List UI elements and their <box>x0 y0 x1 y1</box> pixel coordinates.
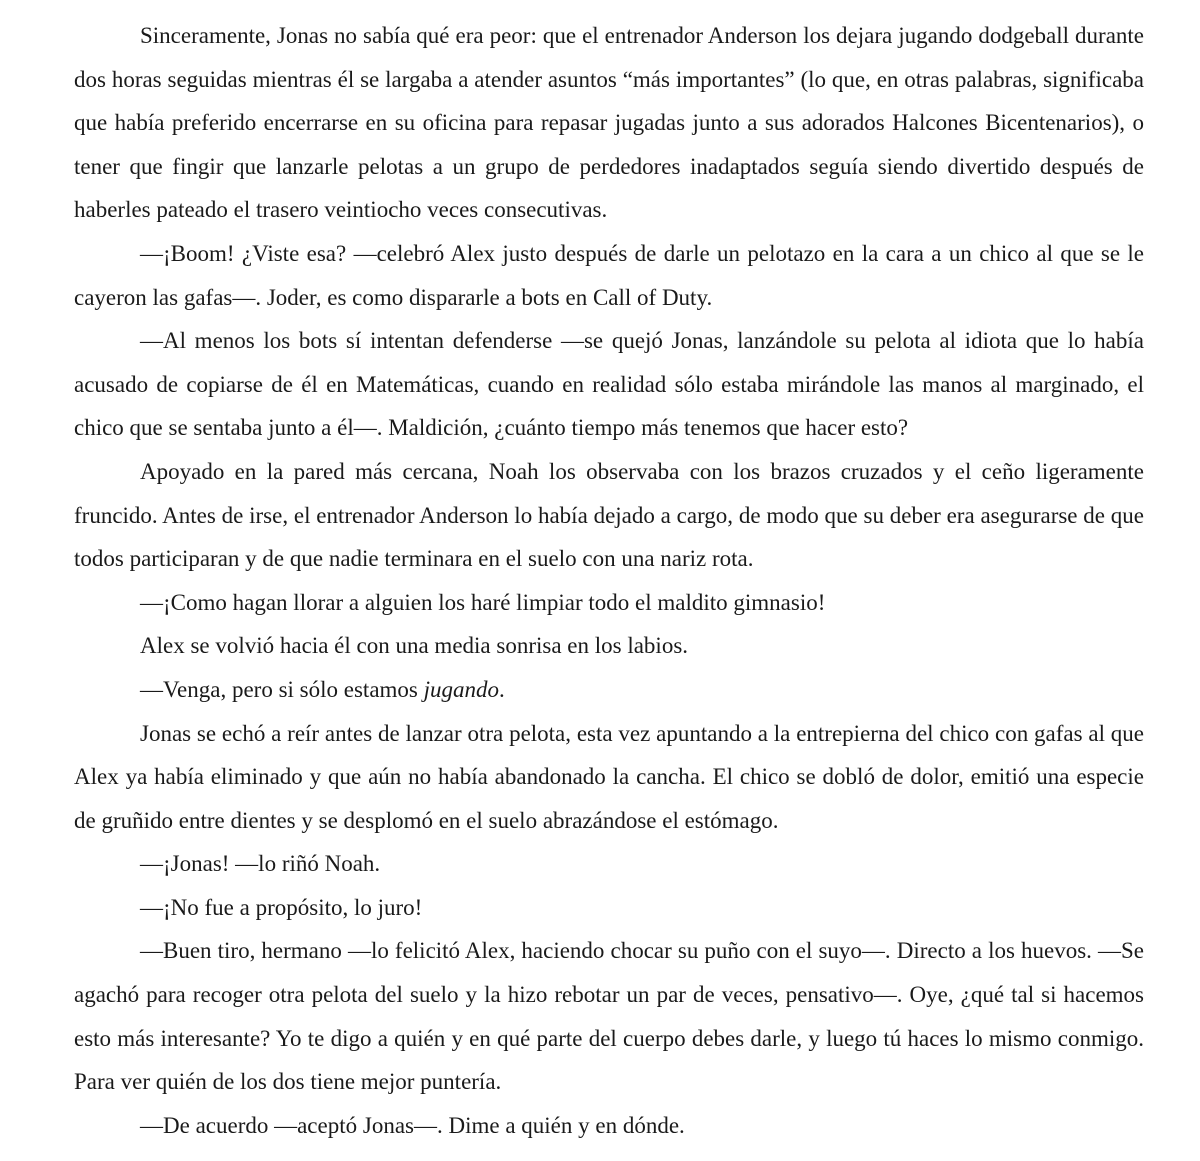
paragraph-11: —Buen tiro, hermano —lo felicitó Alex, haciendo chocar su puño con el suyo—. Directo a los huevos. —Se agachó para recoger otra pelota del suelo y la hizo rebotar un par de veces, pensativo—. Oye, ¿qué tal si hacemos esto más interesante? Yo te digo a quién y en qué parte del cuerpo debes darle, y luego tú haces lo mismo conmigo. Para ver quién de los dos tiene mejor puntería. <box>74 938 1144 1095</box>
paragraph-9: —¡Jonas! —lo riñó Noah. <box>140 851 381 877</box>
paragraph-12: —De acuerdo —aceptó Jonas—. Dime a quién y en dónde. <box>140 1112 685 1138</box>
paragraph-5: —¡Como hagan llorar a alguien los haré limpiar todo el maldito gimnasio! <box>140 589 826 615</box>
paragraph-8: Jonas se echó a reír antes de lanzar otra pelota, esta vez apuntando a la entrepierna del chico con gafas al que Alex ya había eliminado y que aún no había abandonado la cancha. El chico se dobló de dolor, emitió una especie de gruñido entre dientes y se desplomó en el suelo abrazándose el estómago. <box>74 720 1144 833</box>
paragraph-7-text: —Venga, pero si sólo estamos <box>140 676 424 702</box>
paragraph-7-end: . <box>499 676 505 702</box>
paragraph-4: Apoyado en la pared más cercana, Noah los observaba con los brazos cruzados y el ceño ligeramente fruncido. Antes de irse, el entrenador Anderson lo había dejado a cargo, de modo que su deber era asegurarse de que todos participaran y de que nadie terminara en el suelo con una nariz rota. <box>74 458 1144 572</box>
book-page <box>74 14 1144 1147</box>
paragraph-7 <box>74 668 1144 712</box>
paragraph-7-italic: jugando <box>423 676 500 702</box>
paragraph-10: —¡No fue a propósito, lo juro! <box>140 894 423 920</box>
paragraph-1: Sinceramente, Jonas no sabía qué era peor: que el entrenador Anderson los dejara jugando dodgeball durante dos horas seguidas mientras él se largaba a atender asuntos “más importantes” (lo que, en otras palabras, significaba que había preferido encerrarse en su oficina para repasar jugadas junto a sus adorados Halcones Bicentenarios), o tener que fingir que lanzarle pelotas a un grupo de perdedores inadaptados seguía siendo divertido después de haberles pateado el trasero veintiocho veces consecutivas. <box>74 23 1144 223</box>
paragraph-6: Alex se volvió hacia él con una media sonrisa en los labios. <box>140 633 689 659</box>
paragraph-2: —¡Boom! ¿Viste esa? —celebró Alex justo después de darle un pelotazo en la cara a un chico al que se le cayeron las gafas—. Joder, es como dispararle a bots en Call of Duty. <box>74 240 1144 310</box>
paragraph-3: —Al menos los bots sí intentan defenderse —se quejó Jonas, lanzándole su pelota al idiota que lo había acusado de copiarse de él en Matemáticas, cuando en realidad sólo estaba mirándole las manos al marginado, el chico que se sentaba junto a él—. Maldición, ¿cuánto tiempo más tenemos que hacer esto? <box>74 328 1144 441</box>
